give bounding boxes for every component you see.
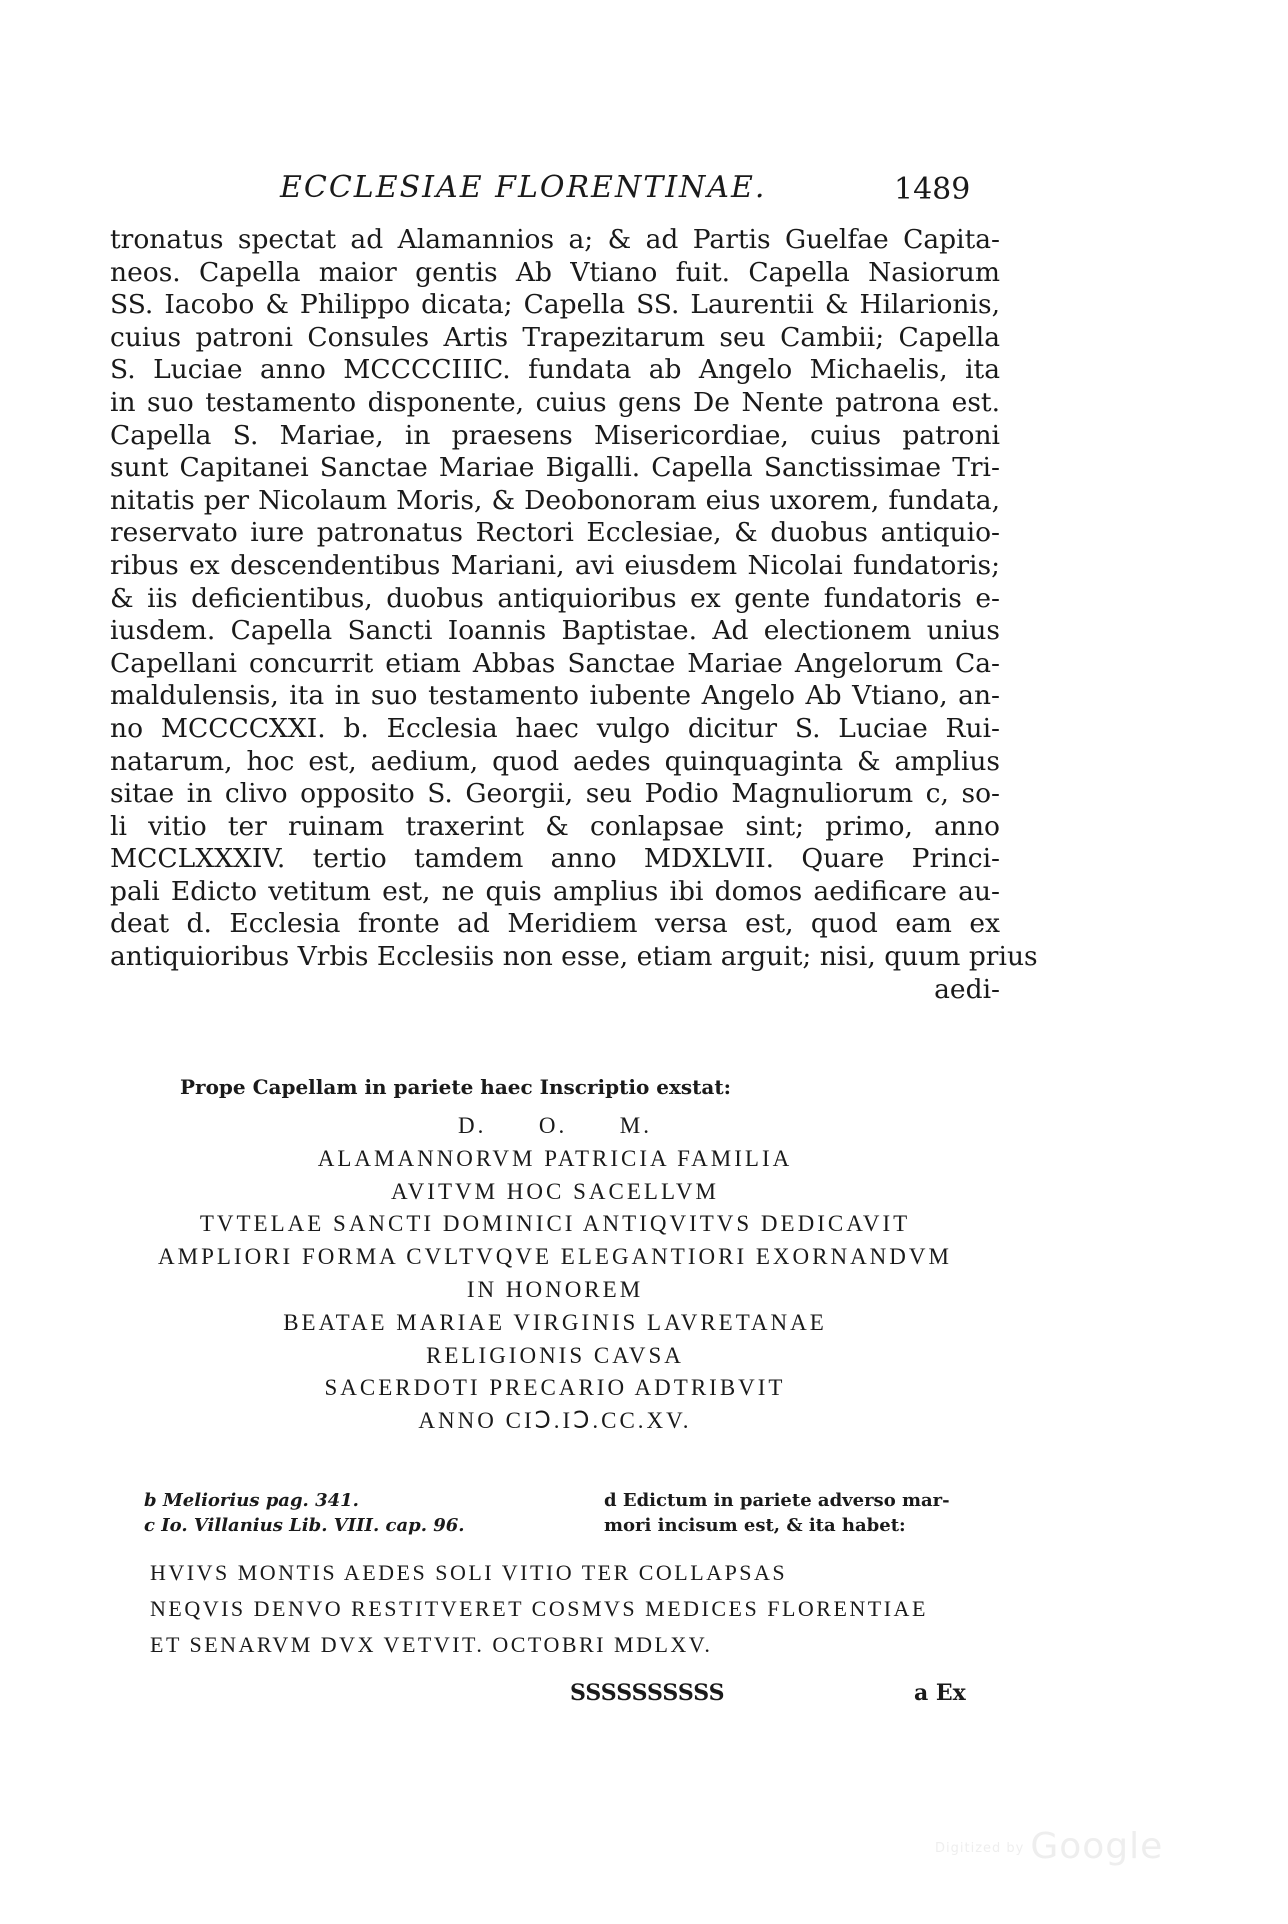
inscription (110, 1110, 1000, 1438)
footnote-b: b Meliorius pag. 341. (144, 1490, 359, 1511)
body-line: reservato iure patronatus Rectori Ecclesiae, & duobus antiquio- (110, 517, 1000, 549)
inscription-line: AVITVM HOC SACELLVM (391, 1178, 719, 1204)
inscription-line: TVTELAE SANCTI DOMINICI ANTIQVITVS DEDICAVIT (199, 1211, 911, 1237)
body-line: in suo testamento disponente, cuius gens De Nente patrona est. (110, 386, 1000, 418)
body-line: ribus ex descendentibus Mariani, avi eiusdem Nicolai fundatoris; (110, 549, 1000, 581)
body-line: Capellani concurrit etiam Abbas Sanctae Mariae Angelorum Ca- (110, 647, 1000, 679)
body-line: nitatis per Nicolaum Moris, & Deobonoram eius uxorem, fundata, (110, 484, 1000, 516)
body-line: neos. Capella maior gentis Ab Vtiano fuit. Capella Nasiorum (110, 256, 1000, 288)
watermark-brand: Google (1030, 1826, 1164, 1867)
body-line: natarum, hoc est, aedium, quod aedes quinquaginta & amplius (110, 745, 1000, 777)
footnote-row (144, 1513, 1014, 1538)
signature-mark: SSSSSSSSSS (570, 1680, 725, 1706)
body-line: antiquioribus Vrbis Ecclesiis non esse, etiam arguit; nisi, quum prius (110, 941, 1038, 973)
body-line: li vitio ter ruinam traxerint & conlapsae sint; primo, anno (110, 810, 1000, 842)
body-line: no MCCCCXXI. b. Ecclesia haec vulgo dicitur S. Luciae Rui- (110, 712, 1000, 744)
inscription-line: ALAMANNORVM PATRICIA FAMILIA (317, 1145, 793, 1171)
digitized-watermark (935, 1826, 1163, 1867)
inscription-line: ANNO CIↃ.IↃ.CC.XV. (418, 1408, 692, 1434)
body-line: & iis deficientibus, duobus antiquioribus ex gente fundatoris e- (110, 582, 1000, 614)
inscription-line: RELIGIONIS CAVSA (426, 1342, 684, 1368)
inscription-line: AMPLIORI FORMA CVLTVQVE ELEGANTIORI EXORNANDVM (158, 1244, 952, 1270)
edict-line: ET SENARVM DVX VETVIT. OCTOBRI MDLXV. (150, 1632, 713, 1657)
footnote-c: c Io. Villanius Lib. VIII. cap. 96. (144, 1515, 465, 1536)
edict-line: HVIVS MONTIS AEDES SOLI VITIO TER COLLAPSAS (150, 1560, 788, 1585)
body-line: Capella S. Mariae, in praesens Misericordiae, cuius patroni (110, 419, 1000, 451)
body-line: SS. Iacobo & Philippo dicata; Capella SS. Laurentii & Hilarionis, (110, 289, 1000, 321)
inscription-line: IN HONOREM (466, 1276, 644, 1302)
body-line: maldulensis, ita in suo testamento iubente Angelo Ab Vtiano, an- (110, 680, 1000, 712)
body-line: MCCLXXXIV. tertio tamdem anno MDXLVII. Quare Princi- (110, 843, 1000, 875)
inscription-line: D. O. M. (458, 1113, 652, 1138)
body-line: sunt Capitanei Sanctae Mariae Bigalli. Capella Sanctissimae Tri- (110, 452, 1000, 484)
body-text (110, 224, 1038, 1006)
body-line: iusdem. Capella Sancti Ioannis Baptistae. Ad electionem unius (110, 615, 1000, 647)
footnote-d-line1: d Edictum in pariete adverso mar- (604, 1490, 950, 1511)
inscription-line: SACERDOTI PRECARIO ADTRIBVIT (324, 1375, 786, 1401)
page-number: 1489 (894, 172, 971, 207)
body-line: pali Edicto vetitum est, ne quis amplius ibi domos aedificare au- (110, 875, 1000, 907)
inscription-intro: Prope Capellam in pariete haec Inscriptio exstat: (180, 1075, 731, 1099)
body-line-catchword: aedi- (934, 973, 1000, 1005)
edict-line: NEQVIS DENVO RESTITVERET COSMVS MEDICES FLORENTIAE (150, 1596, 928, 1621)
footnote-d-line2: mori incisum est, & ita habet: (604, 1515, 906, 1536)
watermark-prefix: Digitized by (935, 1840, 1025, 1856)
body-line: tronatus spectat ad Alamannios a; & ad Partis Guelfae Capita- (110, 224, 1000, 255)
footnote-row (144, 1488, 1014, 1513)
inscription-line: BEATAE MARIAE VIRGINIS LAVRETANAE (283, 1309, 827, 1335)
footnotes (144, 1488, 1014, 1538)
edict-inscription (150, 1555, 950, 1663)
body-line: S. Luciae anno MCCCCIIIC. fundata ab Angelo Michaelis, ita (110, 354, 1000, 386)
body-line: deat d. Ecclesia fronte ad Meridiem versa est, quod eam ex (110, 908, 1000, 940)
catchword: a Ex (914, 1680, 966, 1706)
body-line: cuius patroni Consules Artis Trapezitarum seu Cambii; Capella (110, 321, 1000, 353)
body-line: sitae in clivo opposito S. Georgii, seu Podio Magnuliorum c, so- (110, 778, 1000, 810)
running-title: ECCLESIAE FLORENTINAE. (280, 170, 767, 205)
